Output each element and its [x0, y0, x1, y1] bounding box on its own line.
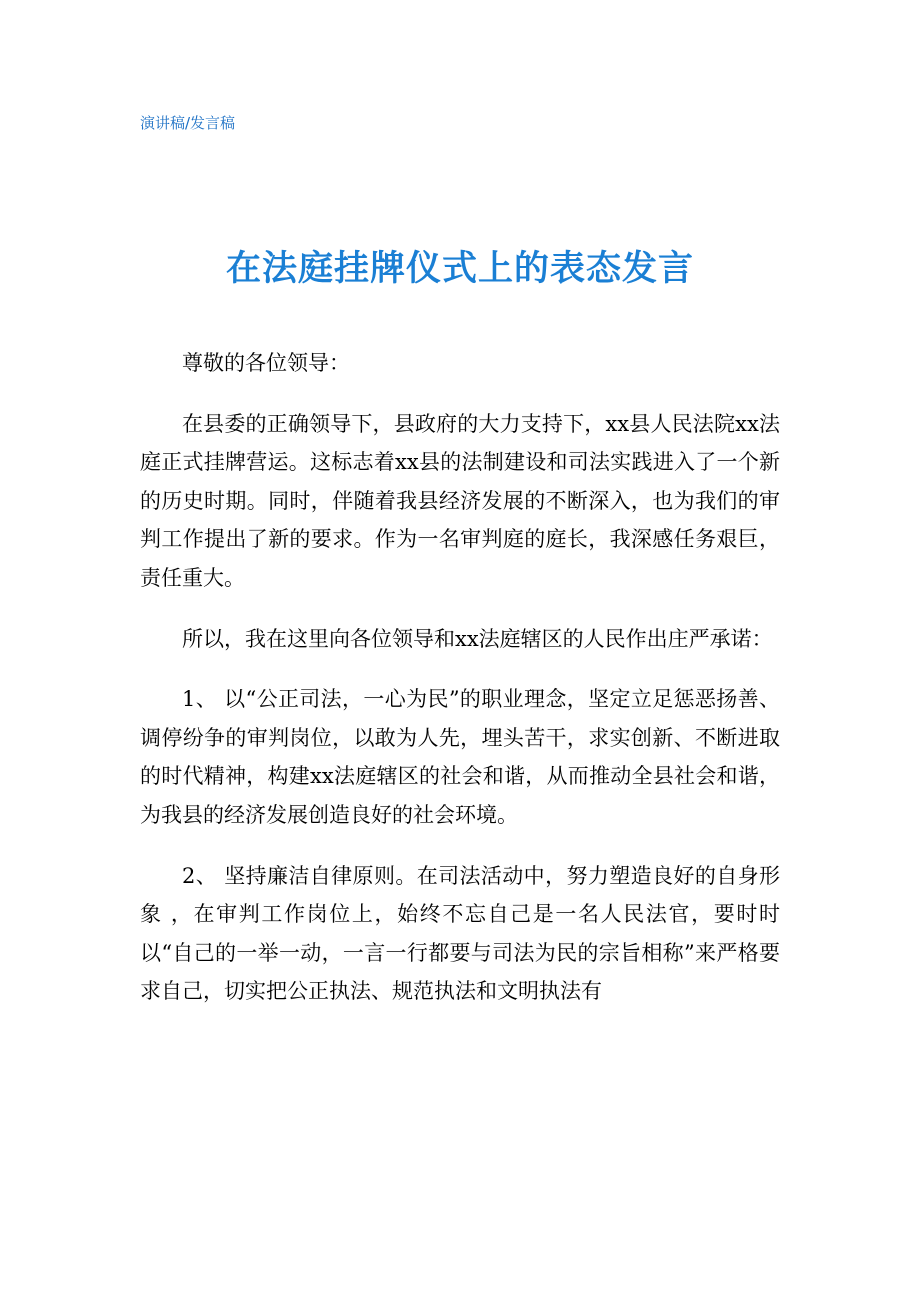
salutation-paragraph: 尊敬的各位领导：	[182, 351, 350, 375]
intro-paragraph: 在县委的正确领导下，县政府的大力支持下，xx县人民法院xx法庭正式挂牌营运。这标志着xx县的法制建设和司法实践进入了一个新的历史时期。同时，伴随着我县经济发展的不断深入，也为我们的审判工作提出了新的要求。作为一名审判庭的庭长，我深感任务艰巨，责任重大。	[140, 411, 780, 590]
document-category: 演讲稿/发言稿	[140, 114, 236, 132]
document-body	[140, 344, 780, 1033]
document-title: 在法庭挂牌仪式上的表态发言	[225, 249, 694, 290]
promise-item-2: 2、 坚持廉洁自律原则。在司法活动中，努力塑造良好的自身形象 ，在审判工作岗位上，始终不忘自己是一名人民法官，要时时以“自己的一举一动，一言一行都要与司法为民的宗旨相称”来严格要求自己，切实把公正执法、规范执法和文明执法有	[140, 863, 780, 1004]
promise-lead-paragraph: 所以，我在这里向各位领导和xx法庭辖区的人民作出庄严承诺：	[182, 626, 773, 651]
promise-item-1: 1、 以“公正司法，一心为民”的职业理念，坚定立足惩恶扬善、调停纷争的审判岗位，以敢为人先，埋头苦干，求实创新、不断进取的时代精神，构建xx法庭辖区的社会和谐，从而推动全县社会和谐，为我县的经济发展创造良好的社会环境。	[140, 687, 780, 827]
